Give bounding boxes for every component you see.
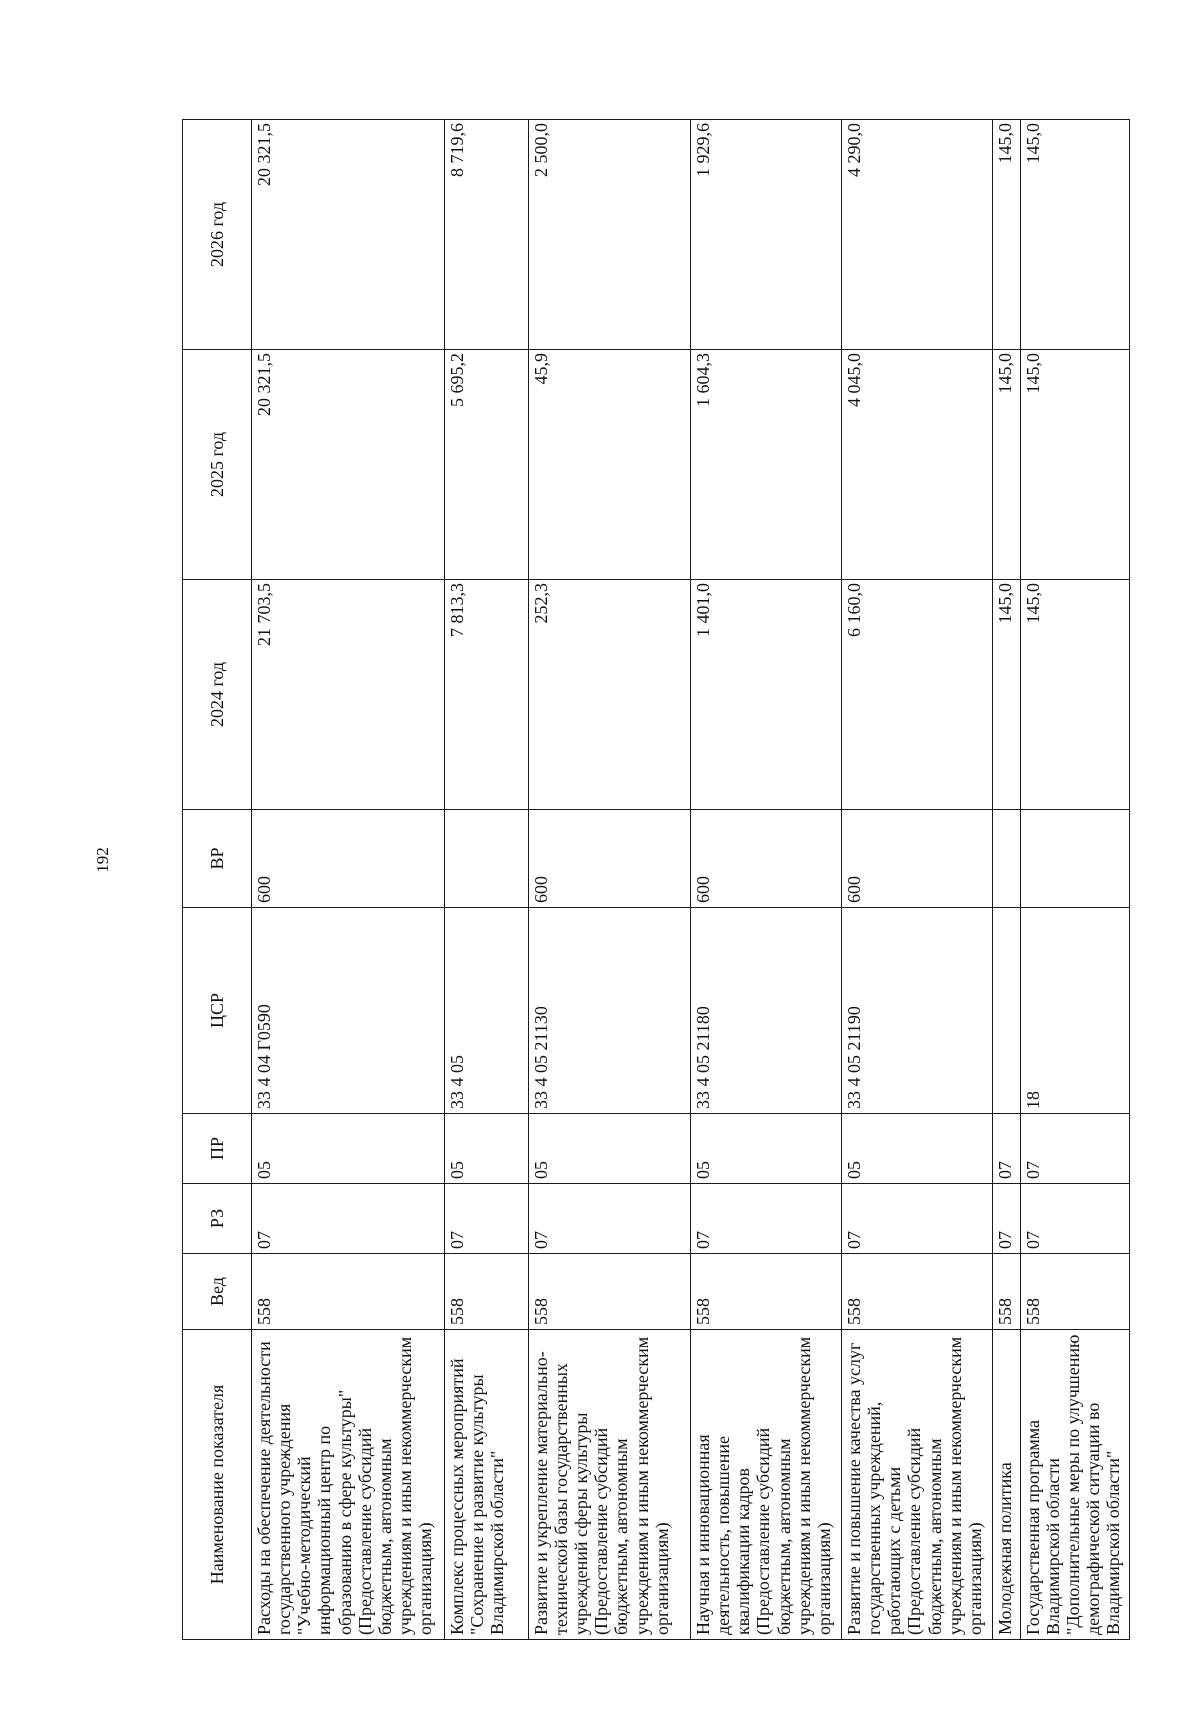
table-row <box>690 120 841 1640</box>
header-csr: ЦСР <box>183 908 252 1114</box>
cell-rz: 07 <box>528 1184 690 1254</box>
cell-csr: 33 4 05 <box>445 908 529 1114</box>
cell-pr: 05 <box>252 1114 445 1184</box>
table-row <box>252 120 445 1640</box>
cell-ved: 558 <box>1020 1254 1129 1330</box>
cell-ved: 558 <box>690 1254 841 1330</box>
cell-2026: 8 719,6 <box>445 120 529 350</box>
cell-2025: 4 045,0 <box>841 350 992 580</box>
table-row <box>992 120 1020 1640</box>
cell-2025: 1 604,3 <box>690 350 841 580</box>
cell-csr <box>992 908 1020 1114</box>
cell-rz: 07 <box>690 1184 841 1254</box>
cell-csr: 33 4 05 21190 <box>841 908 992 1114</box>
cell-vr <box>1020 810 1129 908</box>
table-row <box>528 120 690 1640</box>
cell-pr: 05 <box>690 1114 841 1184</box>
table-row <box>841 120 992 1640</box>
cell-2025: 20 321,5 <box>252 350 445 580</box>
cell-name: Комплекс процессных мероприятий "Сохранение и развитие культуры Владимирской области" <box>445 1330 529 1640</box>
cell-2025: 145,0 <box>1020 350 1129 580</box>
cell-vr: 600 <box>252 810 445 908</box>
cell-rz: 07 <box>445 1184 529 1254</box>
cell-2024: 6 160,0 <box>841 580 992 810</box>
cell-2026: 145,0 <box>992 120 1020 350</box>
header-pr: ПР <box>183 1114 252 1184</box>
cell-ved: 558 <box>445 1254 529 1330</box>
cell-csr: 18 <box>1020 908 1129 1114</box>
cell-vr <box>992 810 1020 908</box>
cell-vr: 600 <box>528 810 690 908</box>
table-header-row <box>183 120 252 1640</box>
cell-2024: 145,0 <box>1020 580 1129 810</box>
cell-csr: 33 4 05 21130 <box>528 908 690 1114</box>
cell-2025: 145,0 <box>992 350 1020 580</box>
cell-2026: 1 929,6 <box>690 120 841 350</box>
cell-vr <box>445 810 529 908</box>
header-2026: 2026 год <box>183 120 252 350</box>
budget-table <box>182 119 1130 1640</box>
page-number: 192 <box>93 847 112 873</box>
cell-2024: 1 401,0 <box>690 580 841 810</box>
cell-2024: 7 813,3 <box>445 580 529 810</box>
cell-ved: 558 <box>992 1254 1020 1330</box>
table-row <box>445 120 529 1640</box>
cell-ved: 558 <box>528 1254 690 1330</box>
cell-name: Развитие и укрепление материально-технической базы государственных учреждений сферы культуры (Предоставление субсидий бюджетным, автономным учреждениям и иным некоммерческим организациям) <box>528 1330 690 1640</box>
header-ved: Вед <box>183 1254 252 1330</box>
cell-2024: 252,3 <box>528 580 690 810</box>
cell-name: Научная и инновационная деятельность, повышение квалификации кадров (Предоставление субсидий бюджетным, автономным учреждениям и иным некоммерческим организациям) <box>690 1330 841 1640</box>
cell-rz: 07 <box>1020 1184 1129 1254</box>
cell-pr: 05 <box>445 1114 529 1184</box>
cell-2026: 4 290,0 <box>841 120 992 350</box>
cell-name: Развитие и повышение качества услуг государственных учреждений, работающих с детьми (Предоставление субсидий бюджетным, автономным учреждениям и иным некоммерческим организациям) <box>841 1330 992 1640</box>
cell-pr: 07 <box>1020 1114 1129 1184</box>
header-2025: 2025 год <box>183 350 252 580</box>
cell-2024: 145,0 <box>992 580 1020 810</box>
cell-2024: 21 703,5 <box>252 580 445 810</box>
cell-csr: 33 4 05 21180 <box>690 908 841 1114</box>
cell-2026: 2 500,0 <box>528 120 690 350</box>
budget-table-wrapper <box>182 120 1130 1640</box>
cell-vr: 600 <box>690 810 841 908</box>
cell-pr: 07 <box>992 1114 1020 1184</box>
cell-name: Расходы на обеспечение деятельности государственного учреждения "Учебно-методический информационный центр по образованию в сфере культуры" (Предоставление субсидий бюджетным, автономным учреждениям и иным некоммерческим организациям) <box>252 1330 445 1640</box>
cell-rz: 07 <box>841 1184 992 1254</box>
cell-rz: 07 <box>992 1184 1020 1254</box>
cell-rz: 07 <box>252 1184 445 1254</box>
header-rz: РЗ <box>183 1184 252 1254</box>
header-2024: 2024 год <box>183 580 252 810</box>
cell-ved: 558 <box>252 1254 445 1330</box>
table-row <box>1020 120 1129 1640</box>
cell-2026: 20 321,5 <box>252 120 445 350</box>
cell-2025: 5 695,2 <box>445 350 529 580</box>
cell-vr: 600 <box>841 810 992 908</box>
cell-2025: 45,9 <box>528 350 690 580</box>
cell-ved: 558 <box>841 1254 992 1330</box>
cell-pr: 05 <box>528 1114 690 1184</box>
cell-pr: 05 <box>841 1114 992 1184</box>
cell-name: Молодежная политика <box>992 1330 1020 1640</box>
header-vr: ВР <box>183 810 252 908</box>
cell-2026: 145,0 <box>1020 120 1129 350</box>
cell-csr: 33 4 04 Г0590 <box>252 908 445 1114</box>
header-name: Наименование показателя <box>183 1330 252 1640</box>
cell-name: Государственная программа Владимирской области "Дополнительные меры по улучшению демографической ситуации во Владимирской области" <box>1020 1330 1129 1640</box>
